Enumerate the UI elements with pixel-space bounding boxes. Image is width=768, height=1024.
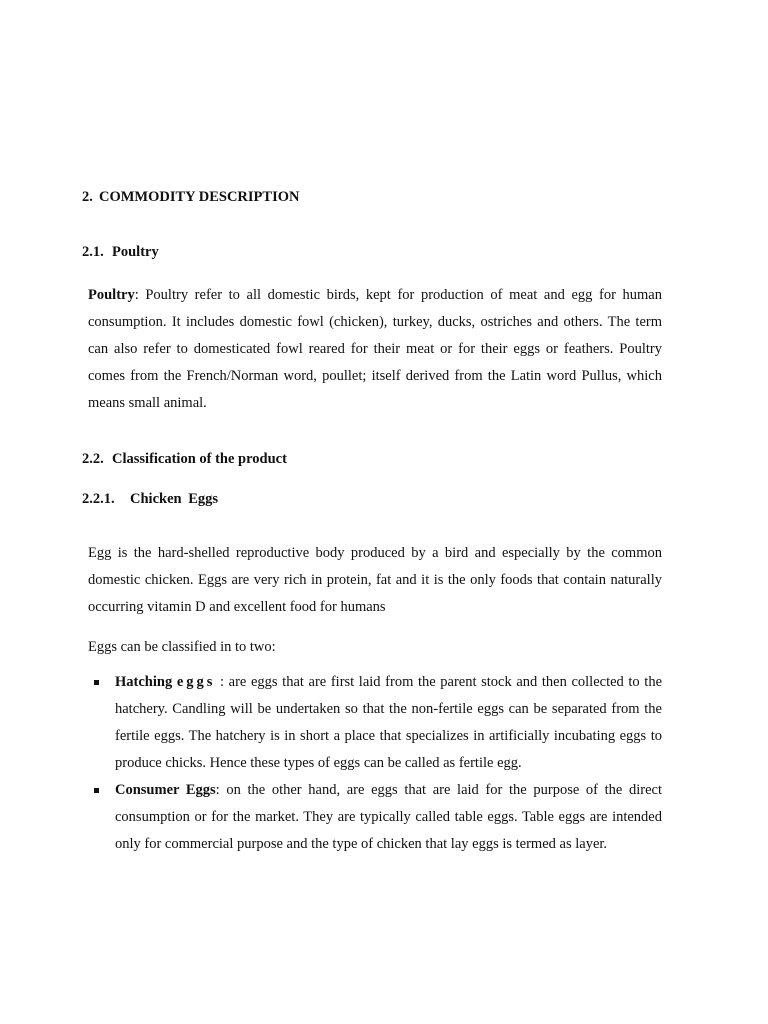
section-heading [82, 188, 299, 206]
subsubsection-title: Chicken Eggs [130, 491, 219, 507]
poultry-text: : Poultry refer to all domestic birds, kept for production of meat and egg for human consumption. It includes domestic fowl (chicken), turkey, ducks, ostriches and others. The term can also refer to domesticated fowl reared for their meat or for their eggs or feathers. Poultry comes from the French/Norman word, poullet; itself derived from the Latin word Pullus, which means small animal. [88, 287, 662, 411]
list-item-consumer-eggs [88, 777, 662, 858]
poultry-paragraph [88, 282, 662, 417]
hatching-text: : are eggs that are first laid from the parent stock and then collected to the hatchery. Candling will be undertaken so that the non-fertile eggs can be separated from the fertile eggs. The hatchery is in short a place that specializes in artificially incubating eggs to produce chicks. Hence these types of eggs can be called as fertile egg. [115, 674, 663, 771]
hatching-term: Hatching [115, 674, 173, 690]
section-title: COMMODITY DESCRIPTION [99, 189, 300, 205]
subsection-heading-classification [82, 450, 287, 468]
poultry-term: Poultry [88, 287, 135, 303]
section-number: 2. [82, 189, 93, 205]
consumer-text: : on the other hand, are eggs that are laid for the purpose of the direct consumption or for the market. They are typically called table eggs. Table eggs are intended only for commercial purpose and the type of chicken that lay eggs is termed as layer. [115, 782, 663, 852]
subsection-heading-poultry [82, 243, 159, 261]
subsection-title: Classification of the product [112, 451, 287, 467]
subsection-title: Poultry [112, 244, 159, 260]
classification-intro: Eggs can be classified in to two: [88, 639, 276, 655]
subsection-number: 2.2. [82, 451, 104, 467]
subsubsection-number: 2.2.1. [82, 491, 115, 507]
list-item-hatching-eggs [88, 669, 662, 777]
egg-paragraph: Egg is the hard-shelled reproductive body produced by a bird and especially by the common domestic chicken. Eggs are very rich in protein, fat and it is the only foods that contain naturally occurring vitamin D and excellent food for humans [88, 545, 662, 615]
square-bullet-icon [94, 788, 99, 793]
hatching-term-spaced: eggs [176, 674, 216, 690]
subsection-number: 2.1. [82, 244, 104, 260]
square-bullet-icon [94, 680, 99, 685]
consumer-term: Consumer Eggs [115, 782, 216, 798]
egg-types-list [88, 669, 662, 858]
subsubsection-heading-chicken-eggs [82, 490, 218, 508]
